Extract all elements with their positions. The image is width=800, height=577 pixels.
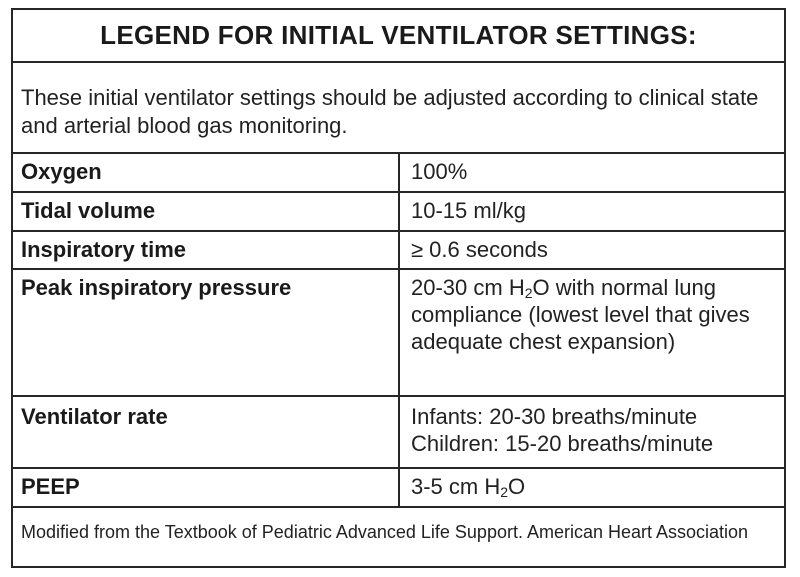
table-row <box>13 468 784 507</box>
param-ventilator-rate: Ventilator rate <box>13 396 399 468</box>
value-oxygen: 100% <box>399 154 784 192</box>
value-peak-inspiratory-pressure <box>399 269 784 396</box>
value-rate-infants: Infants: 20-30 breaths/minute <box>411 404 698 429</box>
value-peep <box>399 468 784 507</box>
param-inspiratory-time: Inspiratory time <box>13 231 399 269</box>
value-peep-suffix: O <box>508 474 526 499</box>
settings-table <box>13 154 784 508</box>
source-footnote: Modified from the Textbook of Pediatric Advanced Life Support. American Heart Association <box>21 522 749 542</box>
value-inspiratory-time: ≥ 0.6 seconds <box>399 231 784 269</box>
value-tidal-volume: 10-15 ml/kg <box>399 192 784 231</box>
value-peep-prefix: 3-5 cm H <box>411 474 501 499</box>
table-row <box>13 231 784 269</box>
param-peak-inspiratory-pressure: Peak inspiratory pressure <box>13 269 399 396</box>
value-rate-children: Children: 15-20 breaths/minute <box>411 431 714 456</box>
table-row <box>13 396 784 468</box>
page-title: LEGEND FOR INITIAL VENTILATOR SETTINGS: <box>100 20 697 50</box>
param-oxygen: Oxygen <box>13 154 399 192</box>
value-ventilator-rate <box>399 396 784 468</box>
value-pip-subscript: 2 <box>524 285 533 301</box>
table-row <box>13 192 784 231</box>
value-peep-subscript: 2 <box>500 484 509 500</box>
value-pip-prefix: 20-30 cm H <box>411 275 525 300</box>
table-row <box>13 154 784 192</box>
ventilator-legend-box <box>11 8 786 568</box>
param-peep: PEEP <box>13 468 399 507</box>
param-tidal-volume: Tidal volume <box>13 192 399 231</box>
intro-text: These initial ventilator settings should be adjusted according to clinical state and arterial blood gas monitoring. <box>13 63 784 154</box>
value-pip-suffix: O with normal lung compliance (lowest level that gives adequate chest expansion) <box>411 275 750 354</box>
title-band <box>13 10 784 63</box>
table-row <box>13 269 784 396</box>
